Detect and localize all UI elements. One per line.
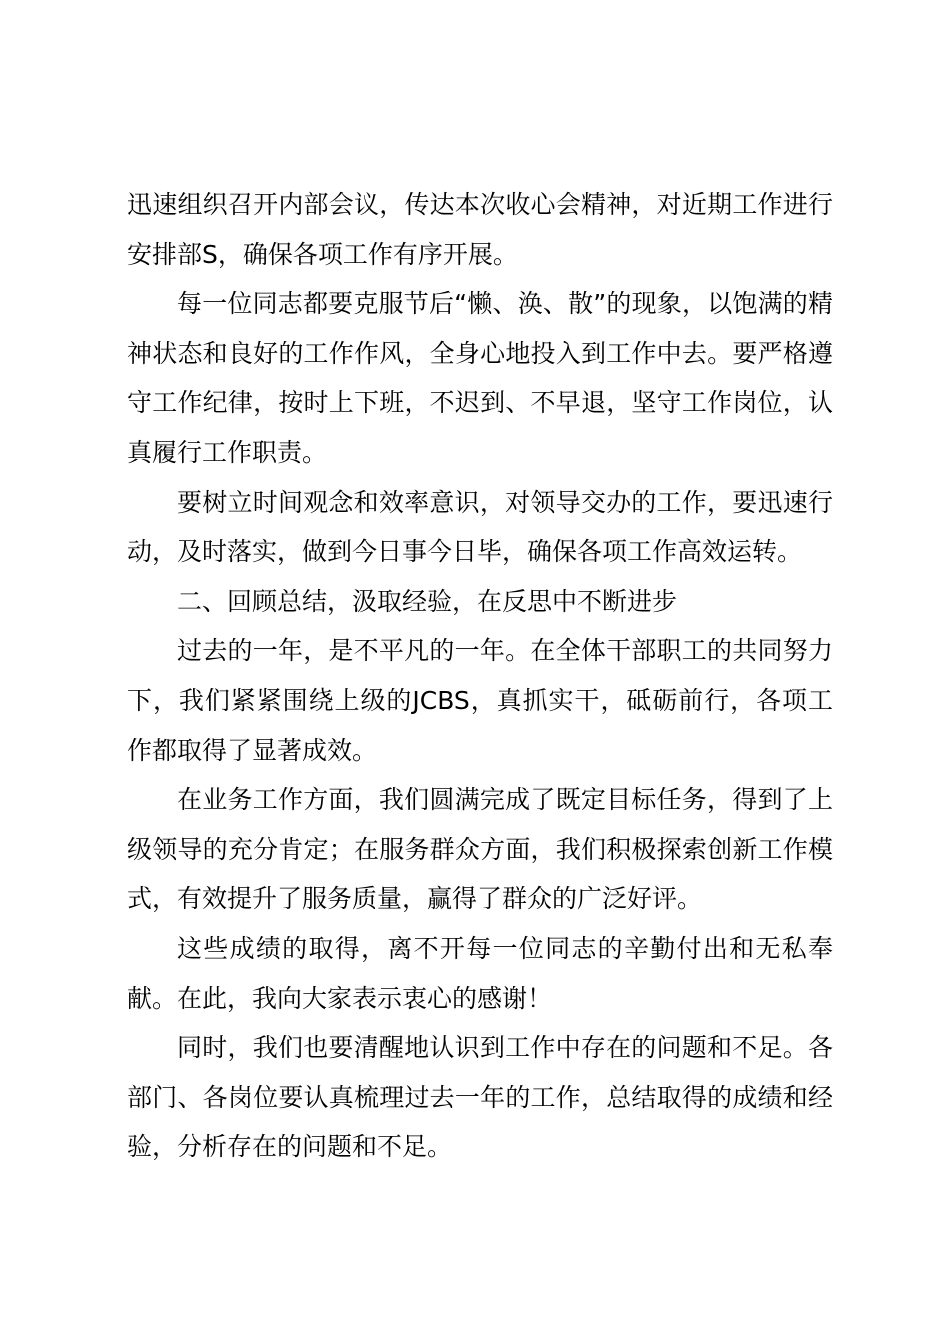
paragraph-problems: 同时，我们也要清醒地认识到工作中存在的问题和不足。各部门、各岗位要认真梳理过去一年的工作，总结取得的成绩和经验，分析存在的问题和不足。 bbox=[127, 1033, 833, 1162]
section-heading: 二、回顾总结，汲取经验，在反思中不断进步 bbox=[177, 586, 678, 616]
paragraph-thanks: 这些成绩的取得，离不开每一位同志的辛勤付出和无私奉献。在此，我向大家表示衷心的感谢！ bbox=[127, 933, 833, 1013]
document-body bbox=[127, 180, 833, 1172]
paragraph-work-discipline: 每一位同志都要克服节后“懒、涣、散”的现象，以饱满的精神状态和良好的工作作风，全身心地投入到工作中去。要严格遵守工作纪律，按时上下班，不迟到、不早退，坚守工作岗位，认真履行工作职责。 bbox=[127, 289, 833, 467]
paragraph-past-year: 过去的一年，是不平凡的一年。在全体干部职工的共同努力下，我们紧紧围绕上级的JCBS，真抓实干，砥砺前行，各项工作都取得了显著成效。 bbox=[127, 636, 833, 765]
paragraph-achievements: 在业务工作方面，我们圆满完成了既定目标任务，得到了上级领导的充分肯定；在服务群众方面，我们积极探索创新工作模式，有效提升了服务质量，赢得了群众的广泛好评。 bbox=[127, 785, 833, 914]
paragraph-efficiency: 要树立时间观念和效率意识，对领导交办的工作，要迅速行动，及时落实，做到今日事今日毕，确保各项工作高效运转。 bbox=[127, 487, 833, 567]
paragraph-continuation: 迅速组织召开内部会议，传达本次收心会精神，对近期工作进行安排部S，确保各项工作有序开展。 bbox=[127, 190, 833, 269]
